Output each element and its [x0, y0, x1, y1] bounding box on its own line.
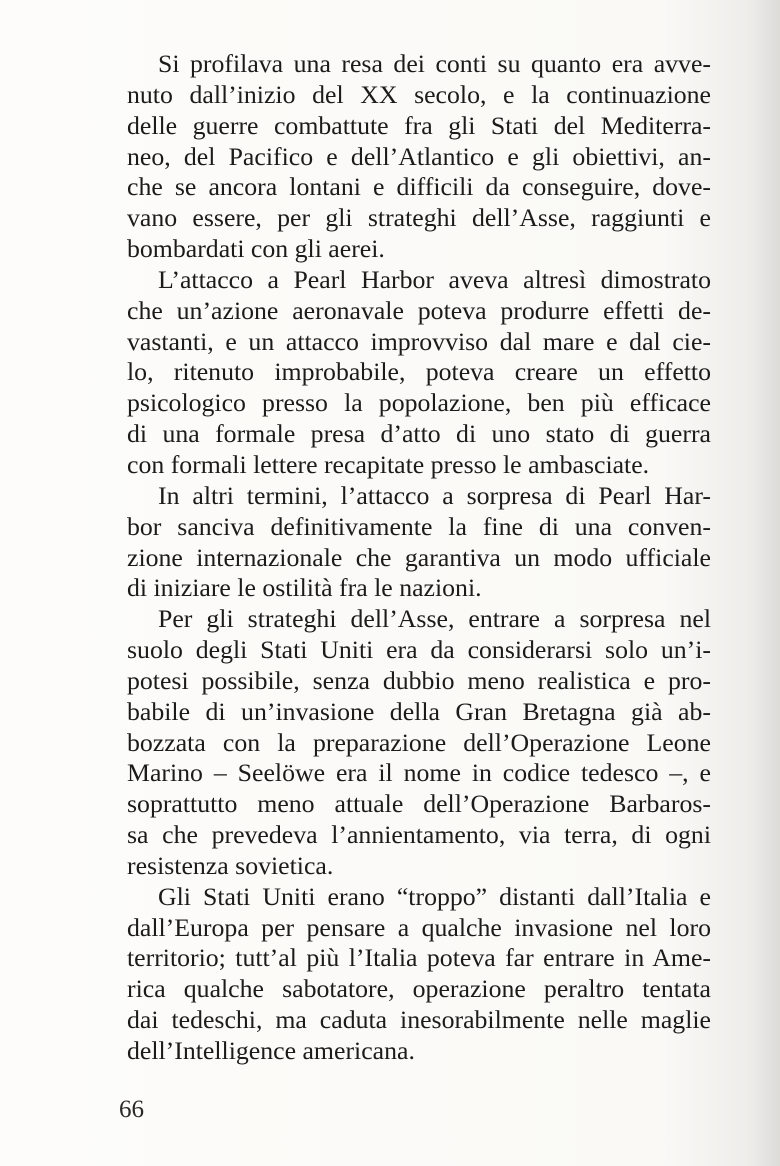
text-line: zione internazionale che garantiva un modo ufficiale: [127, 542, 711, 572]
text-line: L’attacco a Pearl Harbor aveva altresì dimostrato: [158, 264, 711, 294]
text-line: che se ancora lontani e difficili da conseguire, dove-: [127, 172, 711, 202]
text-line: Si profilava una resa dei conti su quanto era avve-: [158, 49, 711, 78]
body-text: [127, 49, 711, 1067]
text-line: che un’azione aeronavale poteva produrre effetti de-: [127, 295, 711, 325]
text-line: bozzata con la preparazione dell’Operazione Leone: [127, 727, 711, 757]
text-line: soprattutto meno attuale dell’Operazione Barbaros-: [127, 789, 711, 819]
text-line: bombardati con gli aerei.: [127, 234, 385, 264]
text-line: dai tedeschi, ma caduta inesorabilmente nelle maglie: [127, 1005, 711, 1035]
page-number: 66: [119, 1096, 144, 1123]
text-line: psicologico presso la popolazione, ben più efficace: [127, 388, 711, 418]
text-line: In altri termini, l’attacco a sorpresa di Pearl Har-: [158, 480, 711, 510]
text-line: lo, ritenuto improbabile, poteva creare un effetto: [127, 357, 711, 387]
text-line: bor sanciva definitivamente la fine di una conven-: [127, 511, 711, 541]
paragraph-5: [127, 882, 711, 1067]
text-line: rica qualche sabotatore, operazione peraltro tentata: [127, 974, 711, 1004]
text-line: dall’Europa per pensare a qualche invasione nel loro: [127, 912, 711, 942]
text-line: Per gli strateghi dell’Asse, entrare a sorpresa nel: [158, 604, 711, 634]
text-line: vano essere, per gli strateghi dell’Asse, raggiunti e: [127, 203, 711, 233]
text-line: potesi possibile, senza dubbio meno realistica e pro-: [127, 665, 711, 695]
text-line: Gli Stati Uniti erano “troppo” distanti dall’Italia e: [158, 881, 711, 911]
text-line: con formali lettere recapitate presso le ambasciate.: [127, 449, 650, 479]
paragraph-4: [127, 604, 711, 882]
paragraph-1: [127, 49, 711, 265]
text-line: dell’Intelligence americana.: [127, 1036, 415, 1065]
text-line: di una formale presa d’atto di uno stato di guerra: [127, 419, 711, 449]
text-line: Marino – Seelöwe era il nome in codice tedesco –, e: [127, 758, 711, 788]
text-line: babile di un’invasione della Gran Bretagna già ab-: [127, 696, 711, 726]
paragraph-3: [127, 481, 711, 604]
text-line: territorio; tutt’al più l’Italia poteva far entrare in Ame-: [127, 943, 711, 973]
text-line: vastanti, e un attacco improvviso dal mare e dal cie-: [127, 326, 711, 356]
text-line: neo, del Pacifico e dell’Atlantico e gli obiettivi, an-: [127, 141, 711, 171]
text-line: di iniziare le ostilità fra le nazioni.: [127, 573, 482, 603]
text-line: sa che prevedeva l’annientamento, via terra, di ogni: [127, 820, 711, 850]
paragraph-2: [127, 265, 711, 481]
text-line: suolo degli Stati Uniti era da considerarsi solo un’i-: [127, 635, 711, 665]
text-line: resistenza sovietica.: [127, 850, 334, 880]
text-line: delle guerre combattute fra gli Stati del Mediterra-: [127, 110, 711, 140]
text-line: nuto dall’inizio del XX secolo, e la continuazione: [127, 79, 711, 109]
